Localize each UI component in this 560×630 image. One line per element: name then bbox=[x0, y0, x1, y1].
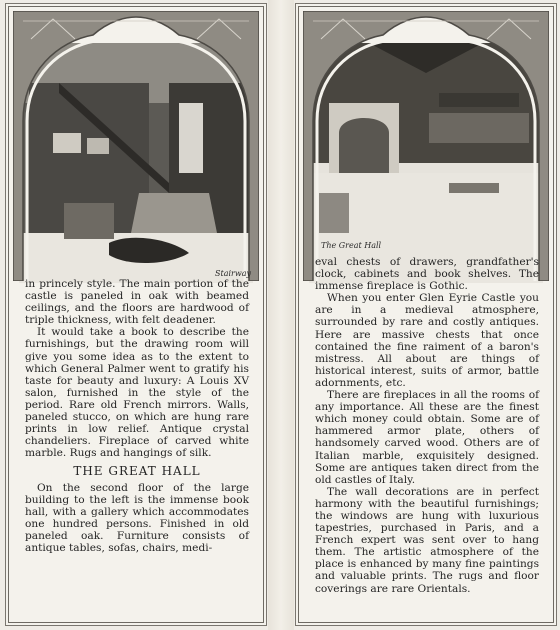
right-page-text bbox=[315, 256, 539, 595]
photo-caption-stairway: Stairway bbox=[215, 269, 251, 278]
right-page bbox=[298, 6, 554, 623]
paragraph: It would take a book to describe the furnishings, but the drawing room will give you some idea as to the extent to which General Palmer went to gratify his taste for beauty and luxury: A Louis XV salon, furnished in the style of the period. Rare old French mirrors. Walls, paneled stucco, on which are hung rare prints in low relief. Antique crystal chandeliers. Fireplace of carved white marble. Rugs and hangings of silk. bbox=[25, 326, 249, 460]
gothic-arch-frame bbox=[13, 11, 259, 281]
paragraph: eval chests of drawers, grandfather's clock, cabinets and book shelves. The immense fireplace is Gothic. bbox=[315, 256, 539, 293]
paragraph: On the second floor of the large building to the left is the immense book hall, with a gallery which accommodates one hundred persons. Finished in old paneled oak. Furniture consists of antique tables, sofas, chairs, medi- bbox=[25, 481, 249, 554]
paragraph: When you enter Glen Eyrie Castle you are in a medieval atmosphere, surrounded by rare and costly antiques. Here are massive chests that once contained the fine raiment of a baron's mistress. All about are things of historical interest, suits of armor, battle adornments, etc. bbox=[315, 292, 539, 389]
paragraph: The wall decorations are in perfect harmony with the beautiful furnishings; the windows are hung with luxurious tapestries, purchased in Paris, and a French expert was sent over to hang them. The artistic atmosphere of the place is enhanced by many fine paintings and valuable prints. The rugs and floor coverings are rare Orientals. bbox=[315, 485, 539, 595]
paragraph: There are fireplaces in all the rooms of any importance. All these are the finest which money could obtain. Some are of hammered armor plate, others of handsomely carved wood. Others are of Italian marble, exquisitely designed. Some are antiques taken direct from the old castles of Italy. bbox=[315, 389, 539, 486]
left-page bbox=[8, 6, 264, 623]
center-fold bbox=[268, 0, 294, 630]
left-page-text bbox=[25, 278, 249, 554]
paragraph: in princely style. The main portion of the castle is paneled in oak with beamed ceilings, and the floors are hardwood of triple thickness, with felt deadener. bbox=[25, 278, 249, 327]
photo-caption-great-hall: The Great Hall bbox=[321, 241, 382, 250]
section-heading: THE GREAT HALL bbox=[73, 464, 201, 479]
